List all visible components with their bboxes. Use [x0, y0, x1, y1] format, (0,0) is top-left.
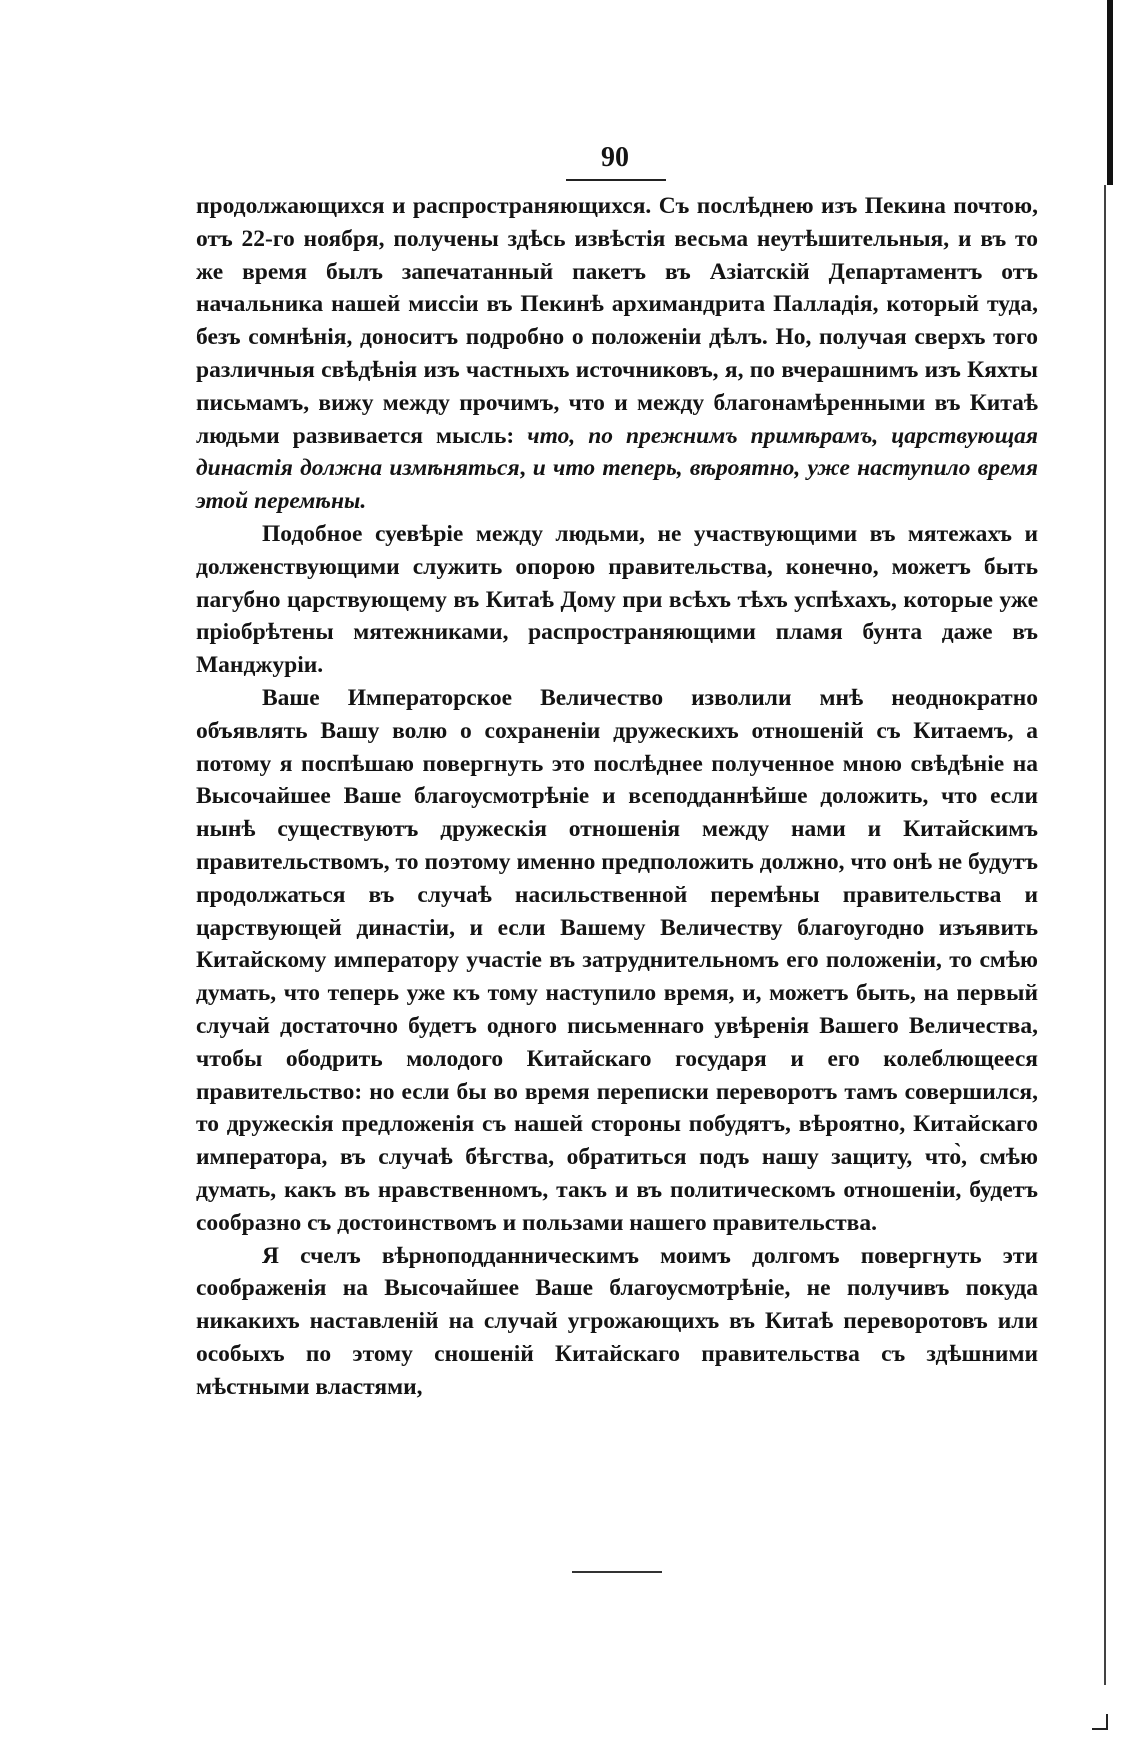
text-segment: продолжающихся и распространяющихся. Съ послѣднею изъ Пекина почтою, отъ 22-го ноября, получены здѣсь извѣстія весьма неутѣшительныя, и въ то же время былъ запечатанный пакетъ въ Азіатскій Департаментъ отъ начальника нашей миссіи въ Пекинѣ архимандрита Палладія, который туда, безъ сомнѣнія, доноситъ подробно о положеніи дѣлъ. Но, получая сверхъ того различныя свѣдѣнія изъ частныхъ источниковъ, я, по вчерашнимъ изъ Кяхты письмамъ, вижу между прочимъ, что и между благонамѣренными въ Китаѣ людьми развивается мысль:: [196, 193, 1038, 449]
text-segment: Я счелъ вѣрноподданническимъ моимъ долгомъ повергнуть эти соображенія на Высочайшее Ваше благоусмотрѣніе, не получивъ покуда никакихъ наставленій на случай угрожающихъ въ Китаѣ переворотовъ или особыхъ по этому сношеній Китайскаго правительства съ здѣшними мѣстными властями,: [196, 1242, 1038, 1400]
text-segment: Подобное суевѣріе между людьми, не участвующими въ мятежахъ и долженствующими служить опорою правительства, конечно, можетъ быть пагубно царствующему въ Китаѣ Дому при всѣхъ тѣхъ успѣхахъ, которые уже пріобрѣтены мятежниками, распространяющими пламя бунта даже въ Манджуріи.: [196, 520, 1038, 679]
text-segment: ,: [519, 455, 533, 482]
body-text: [196, 190, 1038, 1403]
italic-segment: и что теперь, вѣроятно, уже наступило время этой перемѣны.: [196, 455, 1039, 515]
scan-corner-mark: [1092, 1714, 1108, 1730]
paragraph: [196, 518, 1038, 682]
paragraph: [196, 1240, 1038, 1404]
binding-edge-line: [1104, 185, 1106, 1685]
section-end-rule: [572, 1571, 662, 1573]
text-segment: Ваше Императорское Величество изволили мнѣ неоднократно объявлять Вашу волю о сохраненіи дружескихъ отношеній съ Китаемъ, а потому я поспѣшаю повергнуть это послѣднее полученное мною свѣдѣніе на Высочайшее Ваше благоусмотрѣніе и всеподданнѣйше доложить, что если нынѣ существуютъ дружескія отношенія между нами и Китайскимъ правительствомъ, то поэтому именно предположить должно, что онѣ не будутъ продолжаться въ случаѣ насильственной перемѣны правительства и царствующей династіи, и если Вашему Величеству благоугодно изъявить Китайскому императору участіе въ затруднительномъ его положеніи, то смѣю думать, что теперь уже къ тому наступило время, и, можетъ быть, на первый случай достаточно будетъ одного письменнаго увѣренія Вашего Величества, чтобы ободрить молодого Китайскаго государя и его колеблющееся правительство: но если бы во время переписки переворотъ тамъ совершился, то дружескія предложенія съ нашей стороны побудятъ, вѣроятно, Китайскаго императора, въ случаѣ бѣгства, обратиться подъ нашу защиту, что̀, смѣю думать, какъ въ нравственномъ, такъ и въ политическомъ отношеніи, будетъ сообразно съ достоинствомъ и пользами нашего правительства.: [196, 684, 1038, 1236]
page-number: 90: [601, 142, 629, 173]
paragraph: [196, 682, 1038, 1240]
page-number-rule: [566, 179, 666, 181]
binding-edge: [1107, 0, 1113, 185]
paragraph: [196, 190, 1038, 518]
italic-segment: что, по прежнимъ примѣрамъ, царствующая династія должна измѣняться: [196, 422, 1038, 482]
